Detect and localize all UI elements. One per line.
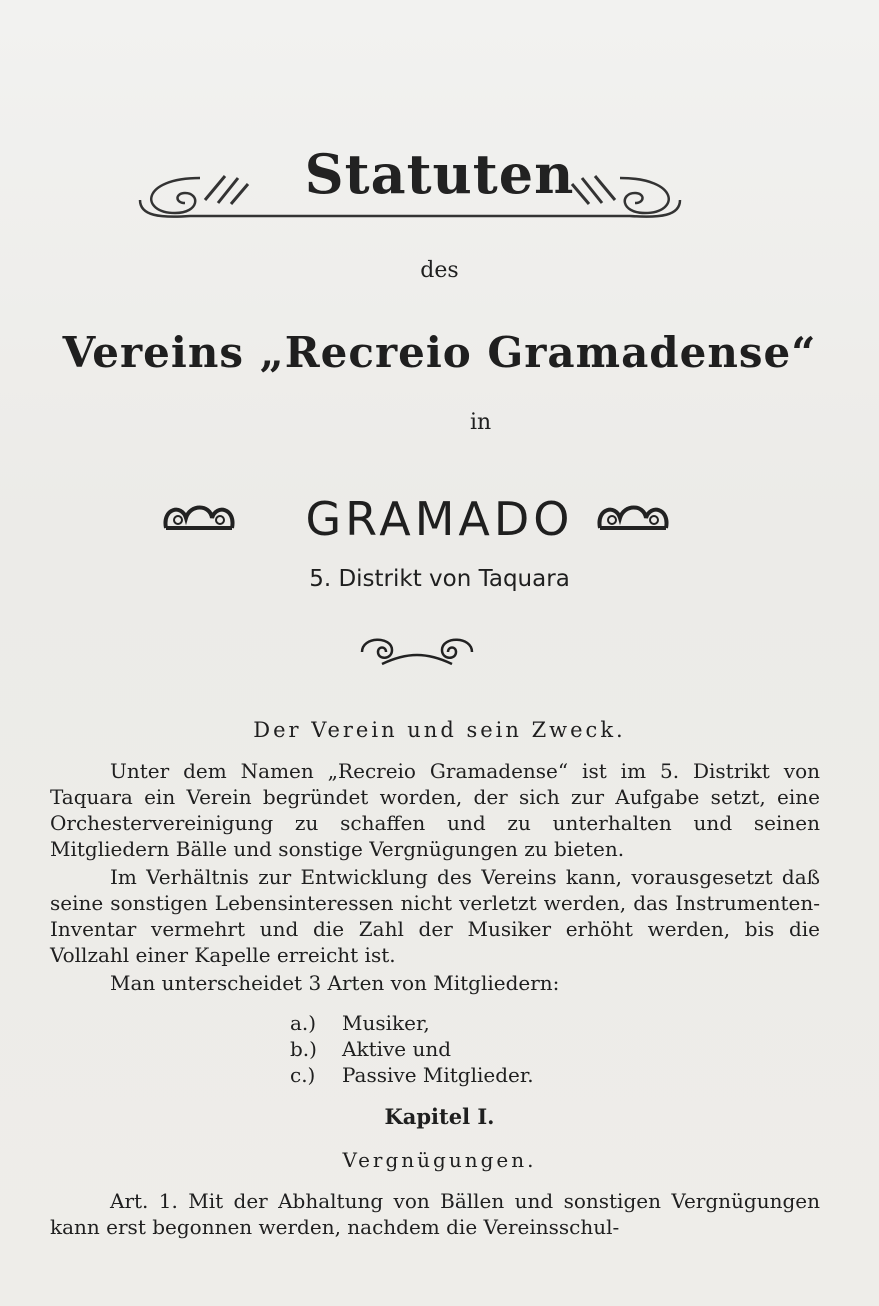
divider-scroll-ornament <box>352 630 482 670</box>
association-name: Vereins „Recreio Gramadense“ <box>62 328 817 377</box>
chapter-subtitle: Vergnügungen. <box>342 1148 537 1172</box>
section-heading: Der Verein und sein Zweck. <box>253 718 626 742</box>
document-title: Statuten <box>304 142 575 206</box>
district-line: 5. Distrikt von Taquara <box>309 566 570 592</box>
chapter-title: Kapitel I. <box>384 1104 495 1129</box>
list-item: a.) Musiker, <box>290 1011 430 1035</box>
town-name: GRAMADO <box>305 492 574 546</box>
right-ornament-icon <box>594 498 672 538</box>
list-item: c.) Passive Mitglieder. <box>290 1063 534 1087</box>
member-types-list <box>290 1010 534 1088</box>
subtitle-des: des <box>420 258 459 283</box>
list-item: b.) Aktive und <box>290 1037 452 1061</box>
subtitle-in: in <box>470 410 492 435</box>
paragraph-purpose: Unter dem Namen „Recreio Gramadense“ ist im 5. Distrikt von Taquara ein Verein begründet worden, der sich zur Aufgabe setzt, eine Orchestervereinigung zu schaffen und zu unterhalten und seinen Mitgliedern Bälle und sonstige Vergnügungen zu bieten. <box>50 759 820 861</box>
paragraph-member-types: Man unterscheidet 3 Arten von Mitgliedern: <box>110 971 560 995</box>
paragraph-development: Im Verhältnis zur Entwicklung des Vereins kann, vorausgesetzt daß seine sonstigen Lebensinteressen nicht verletzt werden, das Instrumenten-Inventar vermehrt und die Zahl der Musiker erhöht werden, bis die Vollzahl einer Kapelle erreicht ist. <box>50 865 820 967</box>
article-1-text: Art. 1. Mit der Abhaltung von Bällen und sonstigen Vergnügungen kann erst begonnen werden, nachdem die Vereinsschul- <box>50 1189 820 1239</box>
